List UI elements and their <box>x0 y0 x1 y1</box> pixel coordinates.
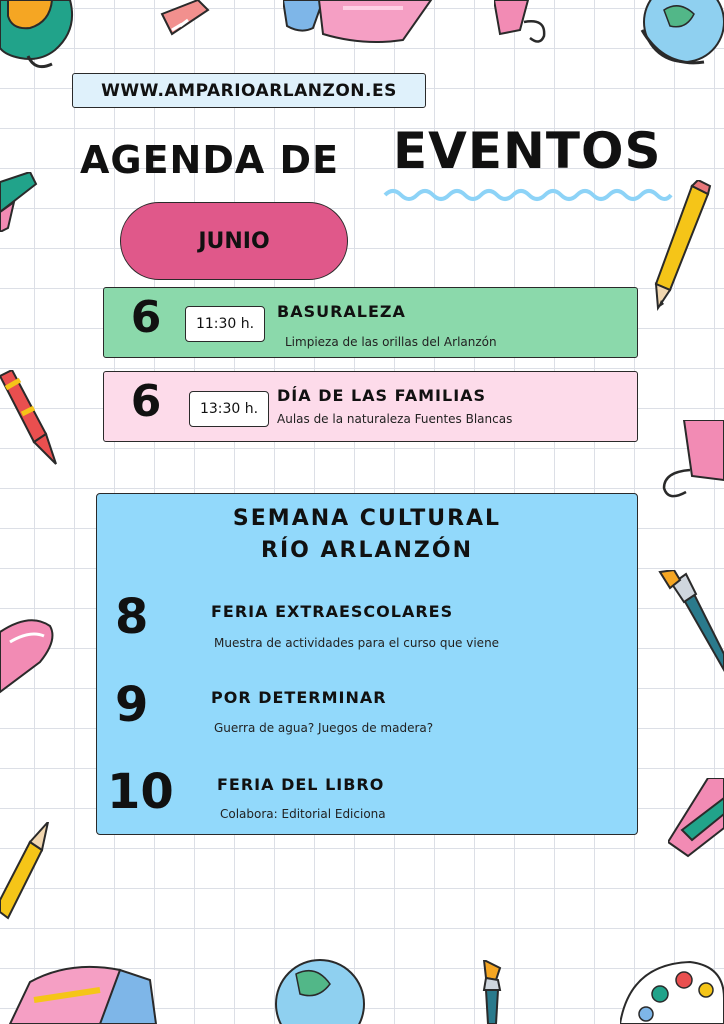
week-item-description: Colabora: Editorial Ediciona <box>220 807 386 821</box>
paintbrush-icon <box>654 570 724 680</box>
backpack-icon <box>0 0 80 72</box>
binder-clip-icon <box>660 420 724 502</box>
page-title-part2: EVENTOS <box>393 122 662 180</box>
event-title: DÍA DE LAS FAMILIAS <box>277 386 487 405</box>
binder-clip-icon <box>494 0 552 46</box>
paint-palette-icon <box>620 958 724 1024</box>
eraser-icon <box>668 778 724 858</box>
event-description: Limpieza de las orillas del Arlanzón <box>285 335 497 349</box>
week-item-title: POR DETERMINAR <box>211 688 387 707</box>
event-time: 11:30 h. <box>185 306 265 342</box>
cultural-week-title: SEMANA CULTURAL <box>232 506 502 531</box>
website-url[interactable]: WWW.AMPARIOARLANZON.ES <box>72 73 426 108</box>
wave-underline <box>383 184 673 206</box>
globe-icon <box>260 944 380 1024</box>
books-icon <box>283 0 433 46</box>
week-item-description: Muestra de actividades para el curso que viene <box>214 636 500 650</box>
event-card <box>103 371 638 442</box>
week-item-day: 8 <box>115 589 149 645</box>
event-day: 6 <box>130 292 162 343</box>
crayon-icon <box>0 370 60 466</box>
event-title: BASURALEZA <box>277 302 406 321</box>
week-item-title: FERIA EXTRAESCOLARES <box>211 602 454 621</box>
page-title-part1: AGENDA DE <box>80 138 340 182</box>
cultural-week-subtitle: RÍO ARLANZÓN <box>261 538 473 563</box>
week-item-day: 10 <box>107 764 174 820</box>
event-card <box>103 287 638 358</box>
cutter-icon <box>0 172 38 232</box>
event-day: 6 <box>130 376 162 427</box>
week-item-day: 9 <box>115 677 149 733</box>
cultural-week-panel <box>96 493 638 835</box>
tape-icon <box>158 0 210 40</box>
event-description: Aulas de la naturaleza Fuentes Blancas <box>277 412 513 426</box>
tape-roll-icon <box>0 612 56 696</box>
event-time: 13:30 h. <box>189 391 269 427</box>
books-icon <box>0 960 160 1024</box>
globe-icon <box>634 0 724 72</box>
week-item-title: FERIA DEL LIBRO <box>217 775 385 794</box>
week-item-description: Guerra de agua? Juegos de madera? <box>214 721 434 735</box>
paintbrush-icon <box>478 960 518 1024</box>
month-label: JUNIO <box>120 202 348 280</box>
pencil-icon <box>0 822 52 922</box>
